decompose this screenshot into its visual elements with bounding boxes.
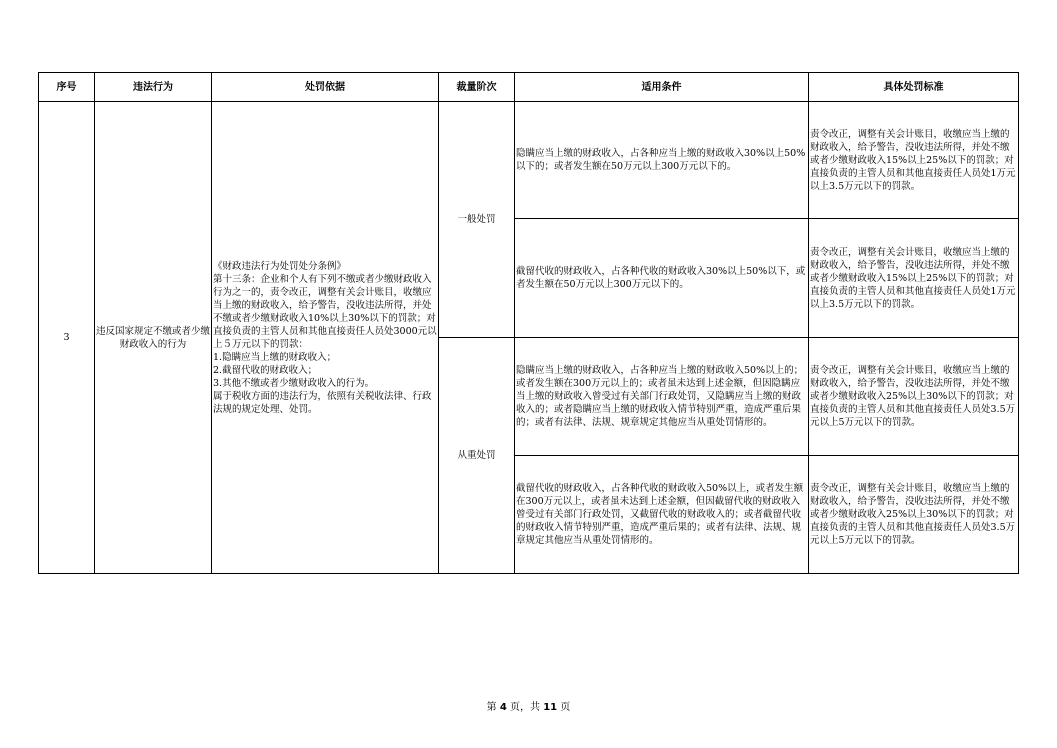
penalty-basis: [212, 102, 439, 574]
condition-cell: 截留代收的财政收入，占各种代收的财政收入50%以上，或者发生额在300万元以上，或者虽未达到上述金额，但因截留代收的财政收入曾受过有关部门行政处罚，又截留代收的财政收入的；或者截留代收的财政收入情节特别严重，造成严重后果的；或者有法律、法规、规章规定其他应当从重处罚情形的。: [515, 456, 809, 574]
condition-cell: 截留代收的财政收入，占各种代收的财政收入30%以上50%以下，或者发生额在50万元以上300万元以下的。: [515, 219, 809, 338]
header-standard: 具体处罚标准: [809, 73, 1019, 102]
total-page-number: 11: [543, 702, 558, 713]
standard-cell: 责令改正，调整有关会计账目，收缴应当上缴的财政收入，给予警告，没收违法所得，并处不缴或者少缴财政收入15%以上25%以下的罚款；对直接负责的主管人员和其他直接责任人员处1万元以上3.5万元以下的罚款。: [809, 102, 1019, 219]
header-no: 序号: [39, 73, 95, 102]
footer-middle: 页，共: [510, 702, 541, 713]
table-row: [39, 102, 1019, 219]
level-general: 一般处罚: [439, 102, 515, 338]
basis-line: 1.隐瞒应当上缴的财政收入；: [213, 351, 337, 363]
row-number: 3: [39, 102, 95, 574]
basis-line: 《财政违法行为处罚处分条例》: [213, 260, 347, 272]
penalty-standard-table: [38, 72, 1019, 574]
header-behavior: 违法行为: [95, 73, 212, 102]
basis-line: 第十三条：企业和个人有下列不缴或者少缴财政收入行为之一的，责令改正，调整有关会计账目，收缴应当上缴的财政收入，给予警告，没收违法所得，并处不缴或者少缴财政收入10%以上30%以下的罚款；对直接负责的主管人员和其他直接责任人员处3000元以上５万元以下的罚款：: [213, 273, 437, 350]
header-basis: 处罚依据: [212, 73, 439, 102]
standard-cell: 责令改正，调整有关会计账目，收缴应当上缴的财政收入，给予警告，没收违法所得，并处不缴或者少缴财政收入25%以上30%以下的罚款；对直接负责的主管人员和其他直接责任人员处3.5万元以上5万元以下的罚款。: [809, 338, 1019, 456]
violation-behavior: 违反国家规定不缴或者少缴财政收入的行为: [95, 102, 212, 574]
condition-cell: 隐瞒应当上缴的财政收入，占各种应当上缴的财政收入30%以上50%以下的；或者发生额在50万元以上300万元以下的。: [515, 102, 809, 219]
table-header-row: [39, 73, 1019, 102]
basis-line: 2.截留代收的财政收入；: [213, 364, 318, 376]
footer-prefix: 第: [486, 702, 497, 713]
basis-line: 属于税收方面的违法行为，依照有关税收法律、行政法规的规定处理、处罚。: [213, 390, 432, 415]
page-footer: [0, 698, 1057, 713]
level-severe: 从重处罚: [439, 338, 515, 574]
footer-suffix: 页: [560, 702, 571, 713]
standard-cell: 责令改正，调整有关会计账目，收缴应当上缴的财政收入，给予警告，没收违法所得，并处不缴或者少缴财政收入25%以上30%以下的罚款；对直接负责的主管人员和其他直接责任人员处3.5万元以上5万元以下的罚款。: [809, 456, 1019, 574]
header-level: 裁量阶次: [439, 73, 515, 102]
standard-cell: 责令改正，调整有关会计账目，收缴应当上缴的财政收入，给予警告，没收违法所得，并处不缴或者少缴财政收入15%以上25%以下的罚款；对直接负责的主管人员和其他直接责任人员处1万元以上3.5万元以下的罚款。: [809, 219, 1019, 338]
basis-line: 3.其他不缴或者少缴财政收入的行为。: [213, 377, 375, 389]
current-page-number: 4: [499, 702, 507, 713]
header-condition: 适用条件: [515, 73, 809, 102]
condition-cell: 隐瞒应当上缴的财政收入，占各种应当上缴的财政收入50%以上的；或者发生额在300万元以上的；或者虽未达到上述金额，但因隐瞒应当上缴的财政收入曾受过有关部门行政处罚，又隐瞒应当上缴的财政收入的；或者隐瞒应当上缴的财政收入情节特别严重，造成严重后果的；或者有法律、法规、规章规定其他应当从重处罚情形的。: [515, 338, 809, 456]
